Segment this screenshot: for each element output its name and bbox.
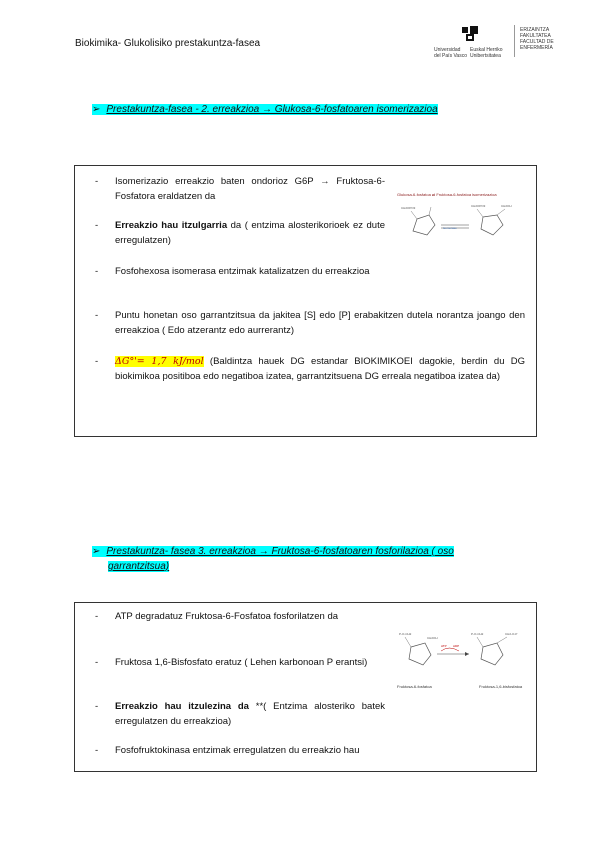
svg-text:P-O-CH2: P-O-CH2: [471, 632, 484, 636]
svg-text:isomerase: isomerase: [443, 226, 457, 230]
section3-bullet-1: [95, 609, 385, 641]
isomerization-diagram-icon: [397, 197, 527, 247]
svg-text:CH2OH: CH2OH: [501, 204, 512, 208]
bullet-text: ATP degradatuz Fruktosa-6-Fosfatoa fosforilatzen da: [115, 611, 339, 622]
arrow-bullet-icon: ➢: [92, 546, 101, 557]
bullet-dash: -: [95, 657, 99, 668]
svg-text:CH2OPO3: CH2OPO3: [401, 206, 416, 210]
svg-text:P-O-CH2: P-O-CH2: [399, 632, 412, 636]
logo-mid-line2: Unibertsitatea: [470, 53, 501, 59]
svg-text:ADP: ADP: [453, 644, 460, 648]
section2-bullet-3: [95, 264, 385, 296]
section2-bullet-4: [95, 308, 525, 340]
svg-text:CH2OH: CH2OH: [427, 636, 438, 640]
delta-g-formula: ΔG°'= 1,7 kJ/mol: [115, 356, 204, 367]
svg-text:ATP: ATP: [441, 644, 447, 648]
logo-mid-line1: Euskal Herriko: [470, 47, 503, 53]
bullet-bold-text: Erreakzio hau itzulgarria: [115, 220, 228, 231]
fructose-6-p-caption: Fruktosa-6-fosfatoa: [397, 684, 432, 689]
page-header-title: Biokimika- Glukolisiko prestakuntza-fasea: [75, 38, 261, 49]
phosphorylation-diagram-icon: [397, 627, 531, 679]
logo-right-line2: FAKULTATEA: [520, 33, 551, 39]
section3-bullet-4: [95, 743, 425, 759]
phosphorylation-figure: [397, 627, 531, 692]
section3-heading-line2: garrantzitsua): [108, 561, 170, 572]
bullet-dash: -: [95, 356, 99, 367]
bullet-dash: -: [95, 701, 99, 712]
section3-box: [74, 602, 537, 772]
section3-heading: [92, 544, 532, 574]
bullet-dash: -: [95, 176, 99, 187]
section2-heading: [92, 104, 438, 115]
logo-right-line3: FACULTAD DE: [520, 39, 554, 45]
section3-heading-line1: Prestakuntza- fasea 3. erreakzioa → Fruktosa-6-fosfatoaren fosforilazioa ( oso: [106, 546, 454, 557]
bullet-text: Fosfofruktokinasa entzimak erregulatzen du erreakzio hau: [115, 745, 360, 756]
logo-left-line1: Universidad: [434, 47, 461, 53]
bullet-text: da ( entzima alosterikorioek ez dute erregulatzen): [115, 220, 385, 246]
bullet-text: Puntu honetan oso garrantzitsua da jakitea [S] edo [P] erabakitzen dutela norantza joango den erreakzioa ( Edo atzerantz edo aurrerantz): [115, 310, 525, 336]
isomerization-figure: [397, 192, 527, 252]
bullet-text: Isomerizazio erreakzio baten ondorioz G6P → Fruktosa-6-Fosfatora eraldatzen da: [115, 176, 385, 202]
ehu-emblem-icon: [458, 25, 482, 45]
arrow-bullet-icon: ➢: [92, 104, 101, 115]
university-logo: [432, 25, 562, 65]
section2-heading-text: Prestakuntza-fasea - 2. erreakzioa → Glukosa-6-fosfatoaren isomerizazioa: [106, 104, 438, 115]
section2-bullet-2: [95, 218, 385, 250]
bullet-dash: -: [95, 266, 99, 277]
bullet-bold-text: Erreakzio hau itzulezina da: [115, 701, 249, 712]
bullet-dash: -: [95, 611, 99, 622]
fructose-16-bp-caption: Fruktosa-1,6-bisfosfatoa: [479, 684, 523, 689]
svg-text:CH2-O-P: CH2-O-P: [505, 632, 518, 636]
bullet-dash: -: [95, 220, 99, 231]
section2-bullet-1: [95, 174, 385, 206]
section3-bullet-3: [95, 699, 385, 731]
bullet-dash: -: [95, 310, 99, 321]
bullet-dash: -: [95, 745, 99, 756]
bullet-text: Fruktosa 1,6-Bisfosfato eratuz ( Lehen karbonoan P erantsi): [115, 657, 368, 668]
logo-right-line1: ERIZAINTZA: [520, 27, 550, 33]
section2-bullet-5: [95, 354, 525, 404]
section3-bullet-2: [95, 655, 385, 687]
bullet-text: **( Entzima alosteriko batek erregulatzen du erreakzioa): [115, 701, 385, 727]
logo-left-line2: del País Vasco: [434, 53, 467, 59]
isomerization-figure-caption: Glukosa-6-fosfatoa ⇌ Fruktosa-6-fosfatoa isomerizazioa: [397, 192, 497, 197]
section2-box: [74, 165, 537, 437]
svg-text:CH2OPO3: CH2OPO3: [471, 204, 486, 208]
logo-right-line4: ENFERMERÍA: [520, 45, 553, 51]
logo-divider: [514, 25, 515, 57]
bullet-text: (Baldintza hauek DG estandar BIOKIMIKOEI dagokie, berdin du DG biokimikoa positiboa edo negatiboa izatea, garrantzitsuena DG erreala negatiboa izatea da): [115, 356, 525, 382]
bullet-text: Fosfohexosa isomerasa entzimak katalizatzen du erreakzioa: [115, 266, 370, 277]
